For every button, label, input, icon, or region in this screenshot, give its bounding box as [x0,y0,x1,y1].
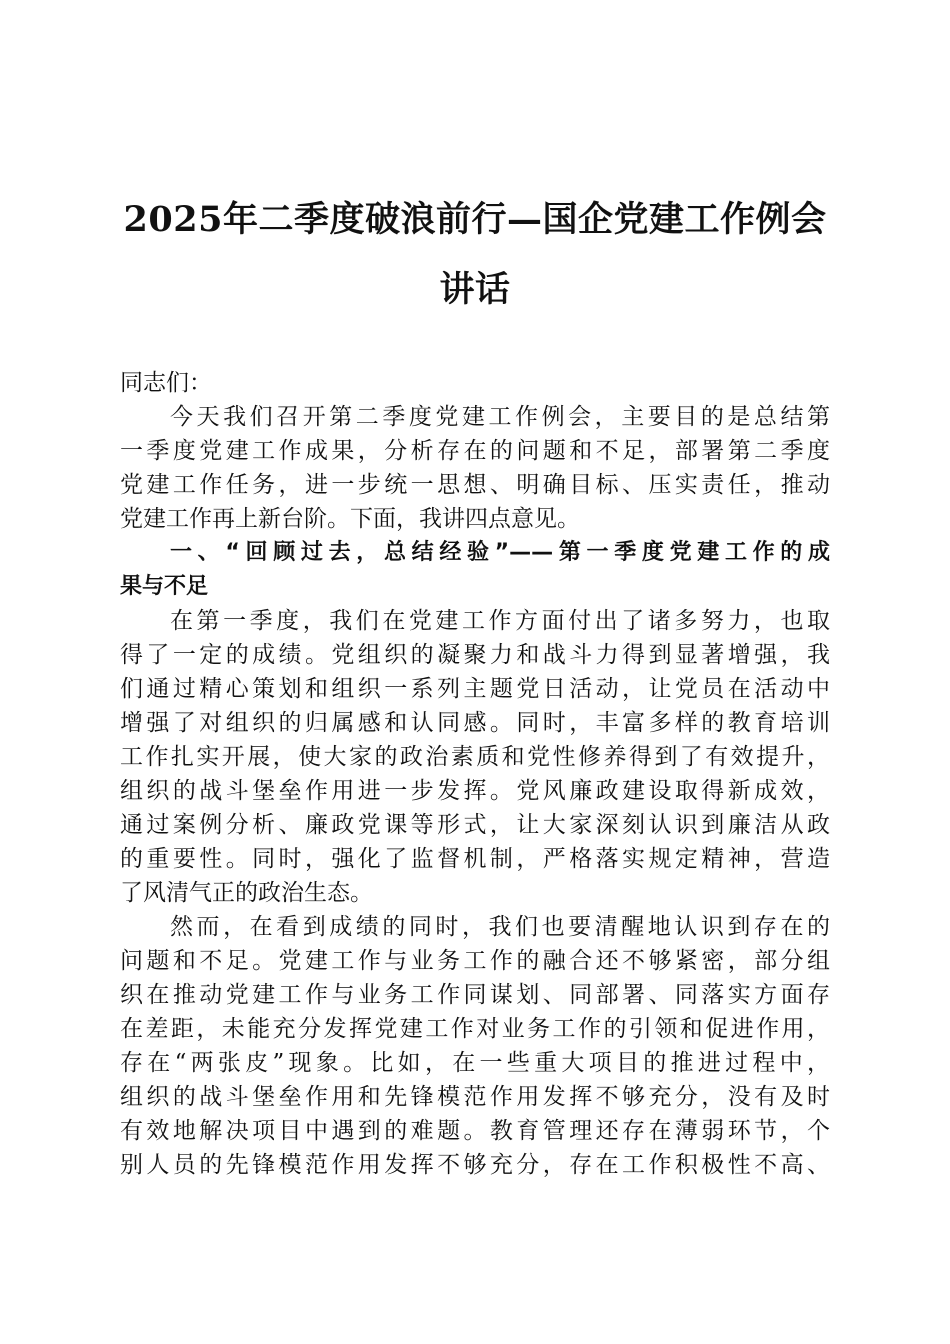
paragraph-line: 工作扎实开展，使大家的政治素质和党性修养得到了有效提升， [120,744,830,770]
paragraph-line: 在第一季度，我们在党建工作方面付出了诸多努力，也取 [170,608,830,634]
document-title-line-1: 2025年二季度破浪前行—国企党建工作例会 [123,199,827,240]
paragraph-line: 得了一定的成绩。党组织的凝聚力和战斗力得到显著增强，我 [120,642,830,668]
paragraph-line: 存在“两张皮”现象。比如，在一些重大项目的推进过程中， [120,1050,830,1076]
paragraph-line: 织在推动党建工作与业务工作同谋划、同部署、同落实方面存 [120,982,830,1008]
paragraph-line: 组织的战斗堡垒作用和先锋模范作用发挥不够充分，没有及时 [120,1084,830,1110]
paragraph-line: 一季度党建工作成果，分析存在的问题和不足，部署第二季度 [120,438,830,464]
paragraph-line: 们通过精心策划和组织一系列主题党日活动，让党员在活动中 [120,676,830,702]
paragraph-line: 然而，在看到成绩的同时，我们也要清醒地认识到存在的 [170,914,830,940]
paragraph-line: 通过案例分析、廉政党课等形式，让大家深刻认识到廉洁从政 [120,812,830,838]
document-body [120,366,830,1182]
section-heading-1 [120,536,830,604]
paragraph-line: 在差距，未能充分发挥党建工作对业务工作的引领和促进作用， [120,1016,830,1042]
heading-line: 果与不足 [120,574,209,599]
paragraph-line: 党建工作再上新台阶。下面，我讲四点意见。 [120,506,580,532]
paragraph-line: 组织的战斗堡垒作用进一步发挥。党风廉政建设取得新成效， [120,778,830,804]
paragraph-line: 别人员的先锋模范作用发挥不够充分，存在工作积极性不高、 [120,1152,830,1178]
paragraph-line: 今天我们召开第二季度党建工作例会，主要目的是总结第 [170,404,830,430]
salutation: 同志们： [120,370,212,396]
paragraph-line: 增强了对组织的归属感和认同感。同时，丰富多样的教育培训 [120,710,830,736]
paragraph-line: 有效地解决项目中遇到的难题。教育管理还存在薄弱环节，个 [120,1118,830,1144]
paragraph-line: 了风清气正的政治生态。 [120,880,373,906]
document-title-line-2: 讲话 [439,269,511,310]
paragraph-shortcomings [120,910,830,1182]
heading-line: 一、“回顾过去，总结经验”——第一季度党建工作的成 [170,540,830,565]
paragraph-line: 党建工作任务，进一步统一思想、明确目标、压实责任，推动 [120,472,830,498]
paragraph-line: 问题和不足。党建工作与业务工作的融合还不够紧密，部分组 [120,948,830,974]
paragraph-achievements [120,604,830,910]
paragraph-line: 的重要性。同时，强化了监督机制，严格落实规定精神，营造 [120,846,830,872]
paragraph-intro [120,400,830,536]
